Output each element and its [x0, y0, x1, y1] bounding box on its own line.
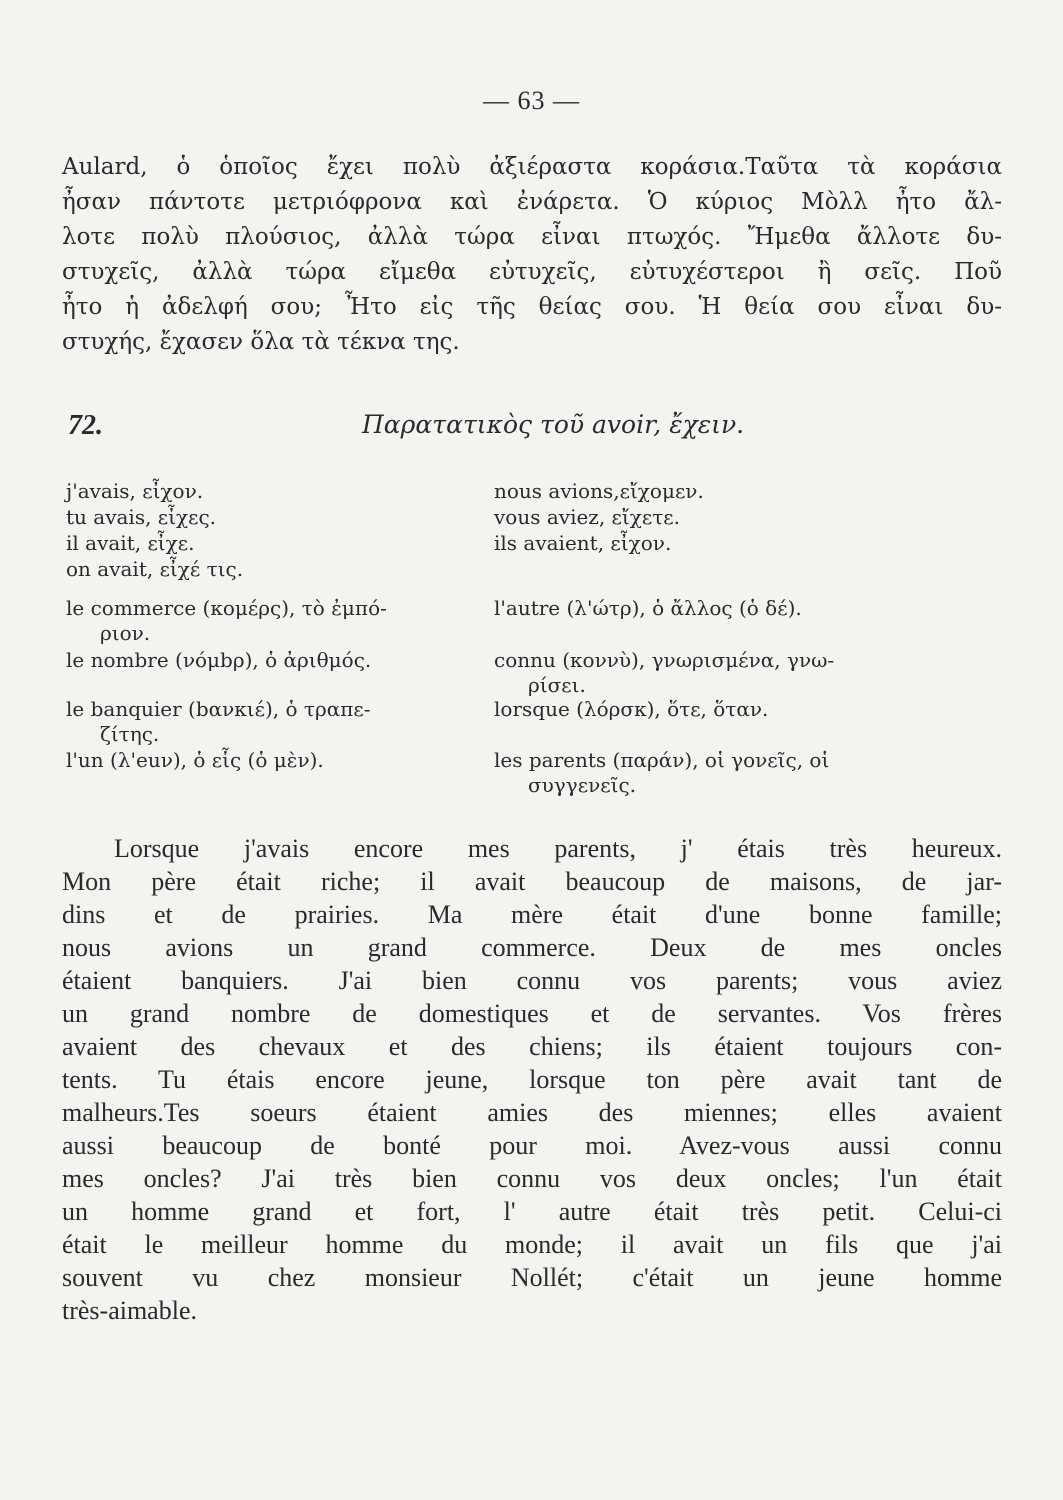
- passage-line: malheurs.Tes soeurs étaient amies des miennes; elles avaient: [62, 1098, 1002, 1127]
- vocab-term-continuation: συγγενεῖς.: [528, 773, 636, 797]
- passage-line: dins et de prairies. Ma mère était d'une bonne famille;: [62, 900, 1002, 929]
- conjugation-item: tu avais, εἶχες.: [66, 505, 217, 529]
- conjugation-item: j'avais, εἶχον.: [66, 479, 204, 503]
- vocab-entry: [494, 648, 1014, 698]
- intro-line: λοτε πολὺ πλούσιος, ἀλλὰ τώρα εἶναι πτωχός. Ἤμεθα ἄλλοτε δυ-: [62, 224, 1002, 250]
- vocab-term: lorsque (λόρσκ), ὅτε, ὅταν.: [494, 697, 769, 721]
- passage-line: un homme grand et fort, l' autre était très petit. Celui-ci: [62, 1197, 1002, 1226]
- vocab-term-continuation: ριον.: [100, 621, 151, 645]
- passage-line: nous avions un grand commerce. Deux de mes oncles: [62, 933, 1002, 962]
- conjugation-item: on avait, εἶχέ τις.: [66, 557, 244, 581]
- intro-line: ἦσαν πάντοτε μετριόφρονα καὶ ἐνάρετα. Ὁ κύριος Μὸλλ ἦτο ἄλ-: [62, 189, 1002, 215]
- vocab-term: le banquier (bανκιέ), ὁ τραπε-: [66, 697, 371, 721]
- intro-paragraph: [62, 150, 1002, 360]
- conjugation-left-column: [66, 478, 243, 582]
- page-number: — 63 —: [483, 86, 580, 115]
- vocab-term: le commerce (κομέρς), τὸ ἐμπό-: [66, 596, 387, 620]
- vocab-entry: [494, 697, 1014, 722]
- vocab-term: connu (κοννὺ), γνωρισμένα, γνω-: [494, 648, 835, 672]
- vocab-term-continuation: ρίσει.: [528, 673, 586, 697]
- vocab-entry: [494, 596, 1014, 621]
- vocab-term: les parents (παράν), οἱ γονεῖς, οἱ: [494, 748, 830, 772]
- conjugation-item: vous aviez, εἴχετε.: [494, 505, 681, 529]
- section-title: Παρατατικὸς τοῦ avoir, ἔχειν.: [362, 410, 745, 439]
- passage-line: Mon père était riche; il avait beaucoup de maisons, de jar-: [62, 867, 1002, 896]
- conjugation-right-column: [494, 478, 704, 556]
- passage-line: aussi beaucoup de bonté pour moi. Avez-vous aussi connu: [62, 1131, 1002, 1160]
- reading-passage: [62, 832, 1002, 1327]
- intro-line: στυχής, ἔχασεν ὅλα τὰ τέκνα της.: [62, 329, 460, 355]
- conjugation-item: nous avions,εἴχομεν.: [494, 479, 704, 503]
- passage-line: Lorsque j'avais encore mes parents, j' étais très heureux.: [114, 834, 1002, 863]
- vocab-term: l'un (λ'euν), ὁ εἷς (ὁ μὲν).: [66, 748, 324, 772]
- passage-line: tents. Tu étais encore jeune, lorsque ton père avait tant de: [62, 1065, 1002, 1094]
- section-heading: [62, 410, 1002, 450]
- vocab-entry: [66, 697, 466, 747]
- passage-line: souvent vu chez monsieur Nollét; c'était un jeune homme: [62, 1263, 1002, 1292]
- intro-line: ἦτο ἡ ἀδελφή σου; Ἦτο εἰς τῆς θείας σου. Ἡ θεία σου εἶναι δυ-: [62, 294, 1002, 320]
- intro-line: Aulard, ὁ ὁποῖος ἔχει πολὺ ἀξιέραστα κοράσια.Ταῦτα τὰ κοράσια: [62, 154, 1002, 180]
- vocab-term: le nombre (νόμbρ), ὁ ἀριθμός.: [66, 648, 372, 672]
- passage-line: très-aimable.: [62, 1296, 197, 1325]
- passage-line: mes oncles? J'ai très bien connu vos deux oncles; l'un était: [62, 1164, 1002, 1193]
- vocab-entry: [66, 648, 466, 673]
- passage-line: était le meilleur homme du monde; il avait un fils que j'ai: [62, 1230, 1002, 1259]
- vocab-term-continuation: ζίτης.: [100, 722, 160, 746]
- vocab-term: l'autre (λ'ώτρ), ὁ ἄλλος (ὁ δέ).: [494, 596, 802, 620]
- vocab-entry: [494, 748, 1014, 798]
- section-number: 72.: [68, 410, 103, 441]
- conjugation-item: ils avaient, εἶχον.: [494, 531, 672, 555]
- conjugation-item: il avait, εἶχε.: [66, 531, 195, 555]
- vocab-entry: [66, 748, 466, 773]
- intro-line: στυχεῖς, ἀλλὰ τώρα εἴμεθα εὐτυχεῖς, εὐτυχέστεροι ἢ σεῖς. Ποῦ: [62, 259, 1002, 285]
- passage-line: étaient banquiers. J'ai bien connu vos parents; vous aviez: [62, 966, 1002, 995]
- passage-line: un grand nombre de domestiques et de servantes. Vos frères: [62, 999, 1002, 1028]
- vocab-entry: [66, 596, 466, 646]
- passage-line: avaient des chevaux et des chiens; ils étaient toujours con-: [62, 1032, 1002, 1061]
